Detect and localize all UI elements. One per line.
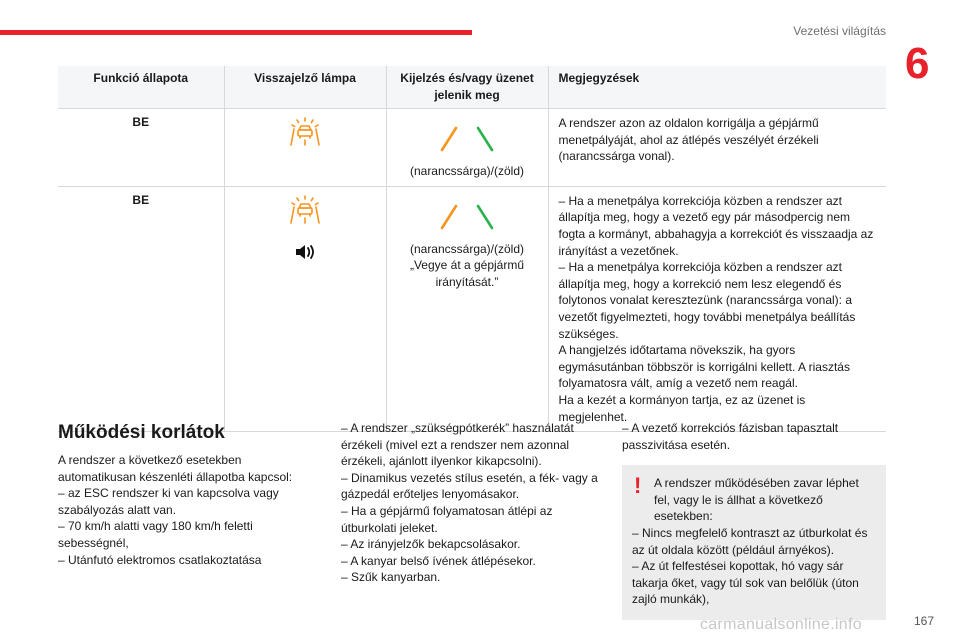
list-item: – Dinamikus vezetés stílus esetén, a fék- vagy a gázpedál erőteljes lenyomásakor. [341,470,598,502]
limits-column-1 [58,420,308,568]
warning-box [622,465,886,620]
column-header-lamp: Visszajelző lámpa [224,66,386,109]
list-item: – Szűk kanyarban. [341,570,441,585]
lamp-cell [224,109,386,187]
table-row [58,186,886,431]
color-label: (narancssárga)/(zöld) [409,241,525,256]
list-item: – A rendszer „szükségpótkerék” használatát érzékeli (mivel ezt a rendszer nem azonnal érzékeli, ajánlott ilyenkor kikapcsolni). [341,421,574,469]
note-text: – Ha a menetpálya korrekciója közben a rendszer azt állapítja meg, hogy a korrekció nem lesz elegendő és folytonos vonalat keresztezünk (narancssárga vonal): a vezetőt figyelmezteti, hogy további menetpálya beállítás szükséges. [558,260,856,341]
list-item: – Utánfutó elektromos csatlakoztatása [58,552,262,567]
orange-line-icon [439,203,459,231]
lamp-cell [224,186,386,431]
header-accent-bar [0,30,472,35]
column-header-state: Funkció állapota [58,66,224,109]
display-cell [386,186,548,431]
list-item: – Az irányjelzők bekapcsolásakor. [341,537,521,552]
warning-item: – Nincs megfelelő kontraszt az útburkolat és az út oldala között (például árnyékos). [632,525,868,557]
section-title: Vezetési világítás [793,24,886,38]
paragraph: A rendszer a következő esetekben automatikusan készenléti állapotba kapcsol: [58,453,293,484]
table-header-row [58,66,886,109]
list-item: – A vezető korrekciós fázisban tapasztalt passzivitása esetén. [622,421,839,452]
list-item: – az ESC rendszer ki van kapcsolva vagy szabályozás alatt van. [58,486,279,517]
display-message: „Vegye át a gépjármű irányítását.” [409,258,525,289]
list-item: – 70 km/h alatti vagy 180 km/h feletti sebességnél, [58,519,253,550]
state-cell: BE [58,186,224,431]
display-cell [386,109,548,187]
limits-column-3 [622,420,886,620]
function-table [58,66,886,432]
lane-lines-indicator [395,125,540,153]
limits-column-2 [341,420,606,586]
notes-cell [548,186,886,431]
warning-icon: ! [634,473,642,499]
color-label: (narancssárga)/(zöld) [409,164,525,179]
speaker-icon [294,243,316,261]
lane-keep-assist-icon [289,117,321,147]
lane-keep-assist-icon [289,195,321,225]
lane-lines-indicator [395,203,540,231]
table-row [58,109,886,187]
list-item: – Ha a gépjármű folyamatosan átlépi az útburkolati jeleket. [341,503,553,535]
list-item: – A kanyar belső ívének átlépésekor. [341,553,536,568]
warning-item: – Az út felfestései kopottak, hó vagy sár takarja őket, vagy túl sok van belőlük (úton zajló munkák), [632,559,859,607]
page-number: 167 [914,614,935,628]
limits-heading: Működési korlátok [58,422,225,443]
warning-text: A rendszer működésében zavar léphet fel, vagy le is állhat a következő esetekben: [654,476,859,524]
state-cell: BE [58,109,224,187]
note-text: Ha a kezét a kormányon tartja, ez az üzenet is megjelenhet. [558,392,806,424]
note-text: A hangjelzés időtartama növekszik, ha gyors egymásutánban többször is korrigálni kellett. A riasztás folyamatosra vált, amíg a vezető nem reagál. [558,343,850,391]
green-line-icon [475,125,495,153]
chapter-number: 6 [905,39,930,88]
notes-cell [548,109,886,187]
watermark: carmanualsonline.info [700,616,862,633]
column-header-notes: Megjegyzések [548,66,886,109]
column-header-display: Kijelzés és/vagy üzenet jelenik meg [386,66,548,109]
green-line-icon [475,203,495,231]
orange-line-icon [439,125,459,153]
note-text: A rendszer azon az oldalon korrigálja a gépjármű menetpályáját, ahol az átlépés veszélyét érzékeli (narancssárga vonal). [558,116,819,164]
note-text: – Ha a menetpálya korrekciója közben a rendszer azt állapítja meg, hogy a vezető egy pár másodpercig nem fogta a kormányt, abbahagyja a korrekciót és visszaadja az irányítást a vezetőnek. [558,193,874,258]
